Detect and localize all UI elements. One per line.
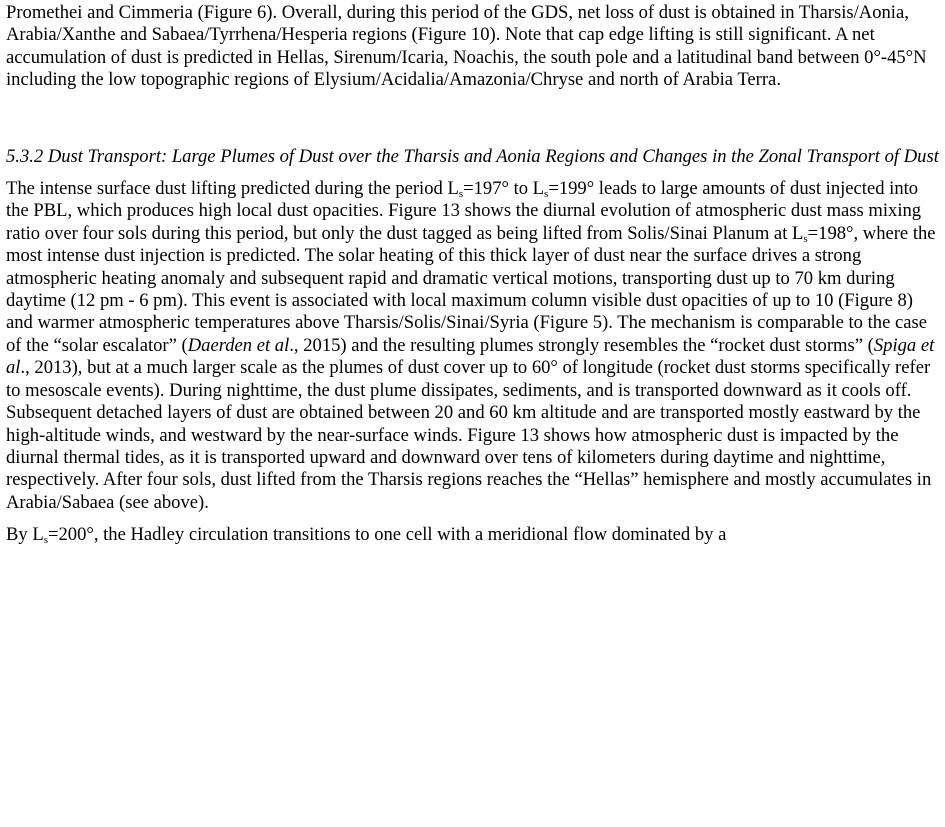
subscript: s xyxy=(43,534,48,547)
spacer xyxy=(6,92,939,146)
text-run: By L xyxy=(6,524,44,546)
text-run: ., 2013), but at a much larger scale as the plumes of dust cover up to 60° of longitude (rocket dust storms specifically refer to mesoscale events). During nighttime, the dust plume dissipates, sediments, and is transported downward as it cools off. Subsequent detached layers of dust are obtained between 20 and 60 km altitude and are transported mostly eastward by the high-altitude winds, and westward by the near-surface winds. Figure 13 shows how atmospheric dust is impacted by the diurnal thermal tides, as it is transported upward and downward over tens of kilometers during daytime and nighttime, respectively. After four sols, dust lifted from the Tharsis regions reaches the “Hellas” hemisphere and mostly accumulates in Arabia/Sabaea (see above). xyxy=(6,357,932,513)
text-run: =199° leads to large amounts of dust injected into the PBL, which produces high local dust opacities. Figure 13 shows the diurnal evolution of atmospheric dust mass mixing ratio over four sols during this period, but only the dust tagged as being lifted from Solis/Sinai Planum at L xyxy=(6,178,922,244)
subscript: s xyxy=(544,188,549,201)
text-run: =200°, the Hadley circulation transitions to one cell with a meridional flow dominated by a xyxy=(48,524,727,546)
paragraph-3 xyxy=(6,524,939,546)
subscript: s xyxy=(803,232,808,245)
citation-author: Spiga et al xyxy=(6,334,935,379)
paragraph-1: Promethei and Cimmeria (Figure 6). Overall, during this period of the GDS, net loss of dust is obtained in Tharsis/Aonia, Arabia/Xanthe and Sabaea/Tyrrhena/Hesperia regions (Figure 10). Note that cap edge lifting is still significant. A net accumulation of dust is predicted in Hellas, Sirenum/Icaria, Noachis, the south pole and a latitudinal band between 0°-45°N including the low topographic regions of Elysium/Acidalia/Amazonia/Chryse and north of Arabia Terra. xyxy=(6,2,927,91)
text-run: ., 2015) and the resulting plumes strongly resembles the “rocket dust storms” ( xyxy=(289,334,874,356)
section-heading: 5.3.2 Dust Transport: Large Plumes of Dust over the Tharsis and Aonia Regions and Changes in the Zonal Transport of Dust xyxy=(6,145,939,167)
text-run: =197° to L xyxy=(463,178,545,200)
subscript: s xyxy=(458,188,464,201)
text-run: =198°, where the most intense dust injection is predicted. The solar heating of this thick layer of dust near the surface drives a strong atmospheric heating anomaly and subsequent rapid and dramatic vertical motions, transporting dust up to 70 km during daytime (12 pm - 6 pm). This event is associated with local maximum column visible dust opacities of up to 10 (Figure 8) and warmer atmospheric temperatures above Tharsis/Solis/Sinai/Syria (Figure 5). The mechanism is comparable to the case of the “solar escalator” ( xyxy=(6,222,936,356)
citation-author: Daerden et al xyxy=(187,334,290,356)
paragraph-2 xyxy=(6,178,939,514)
text-run: The intense surface dust lifting predicted during the period L xyxy=(6,178,459,200)
